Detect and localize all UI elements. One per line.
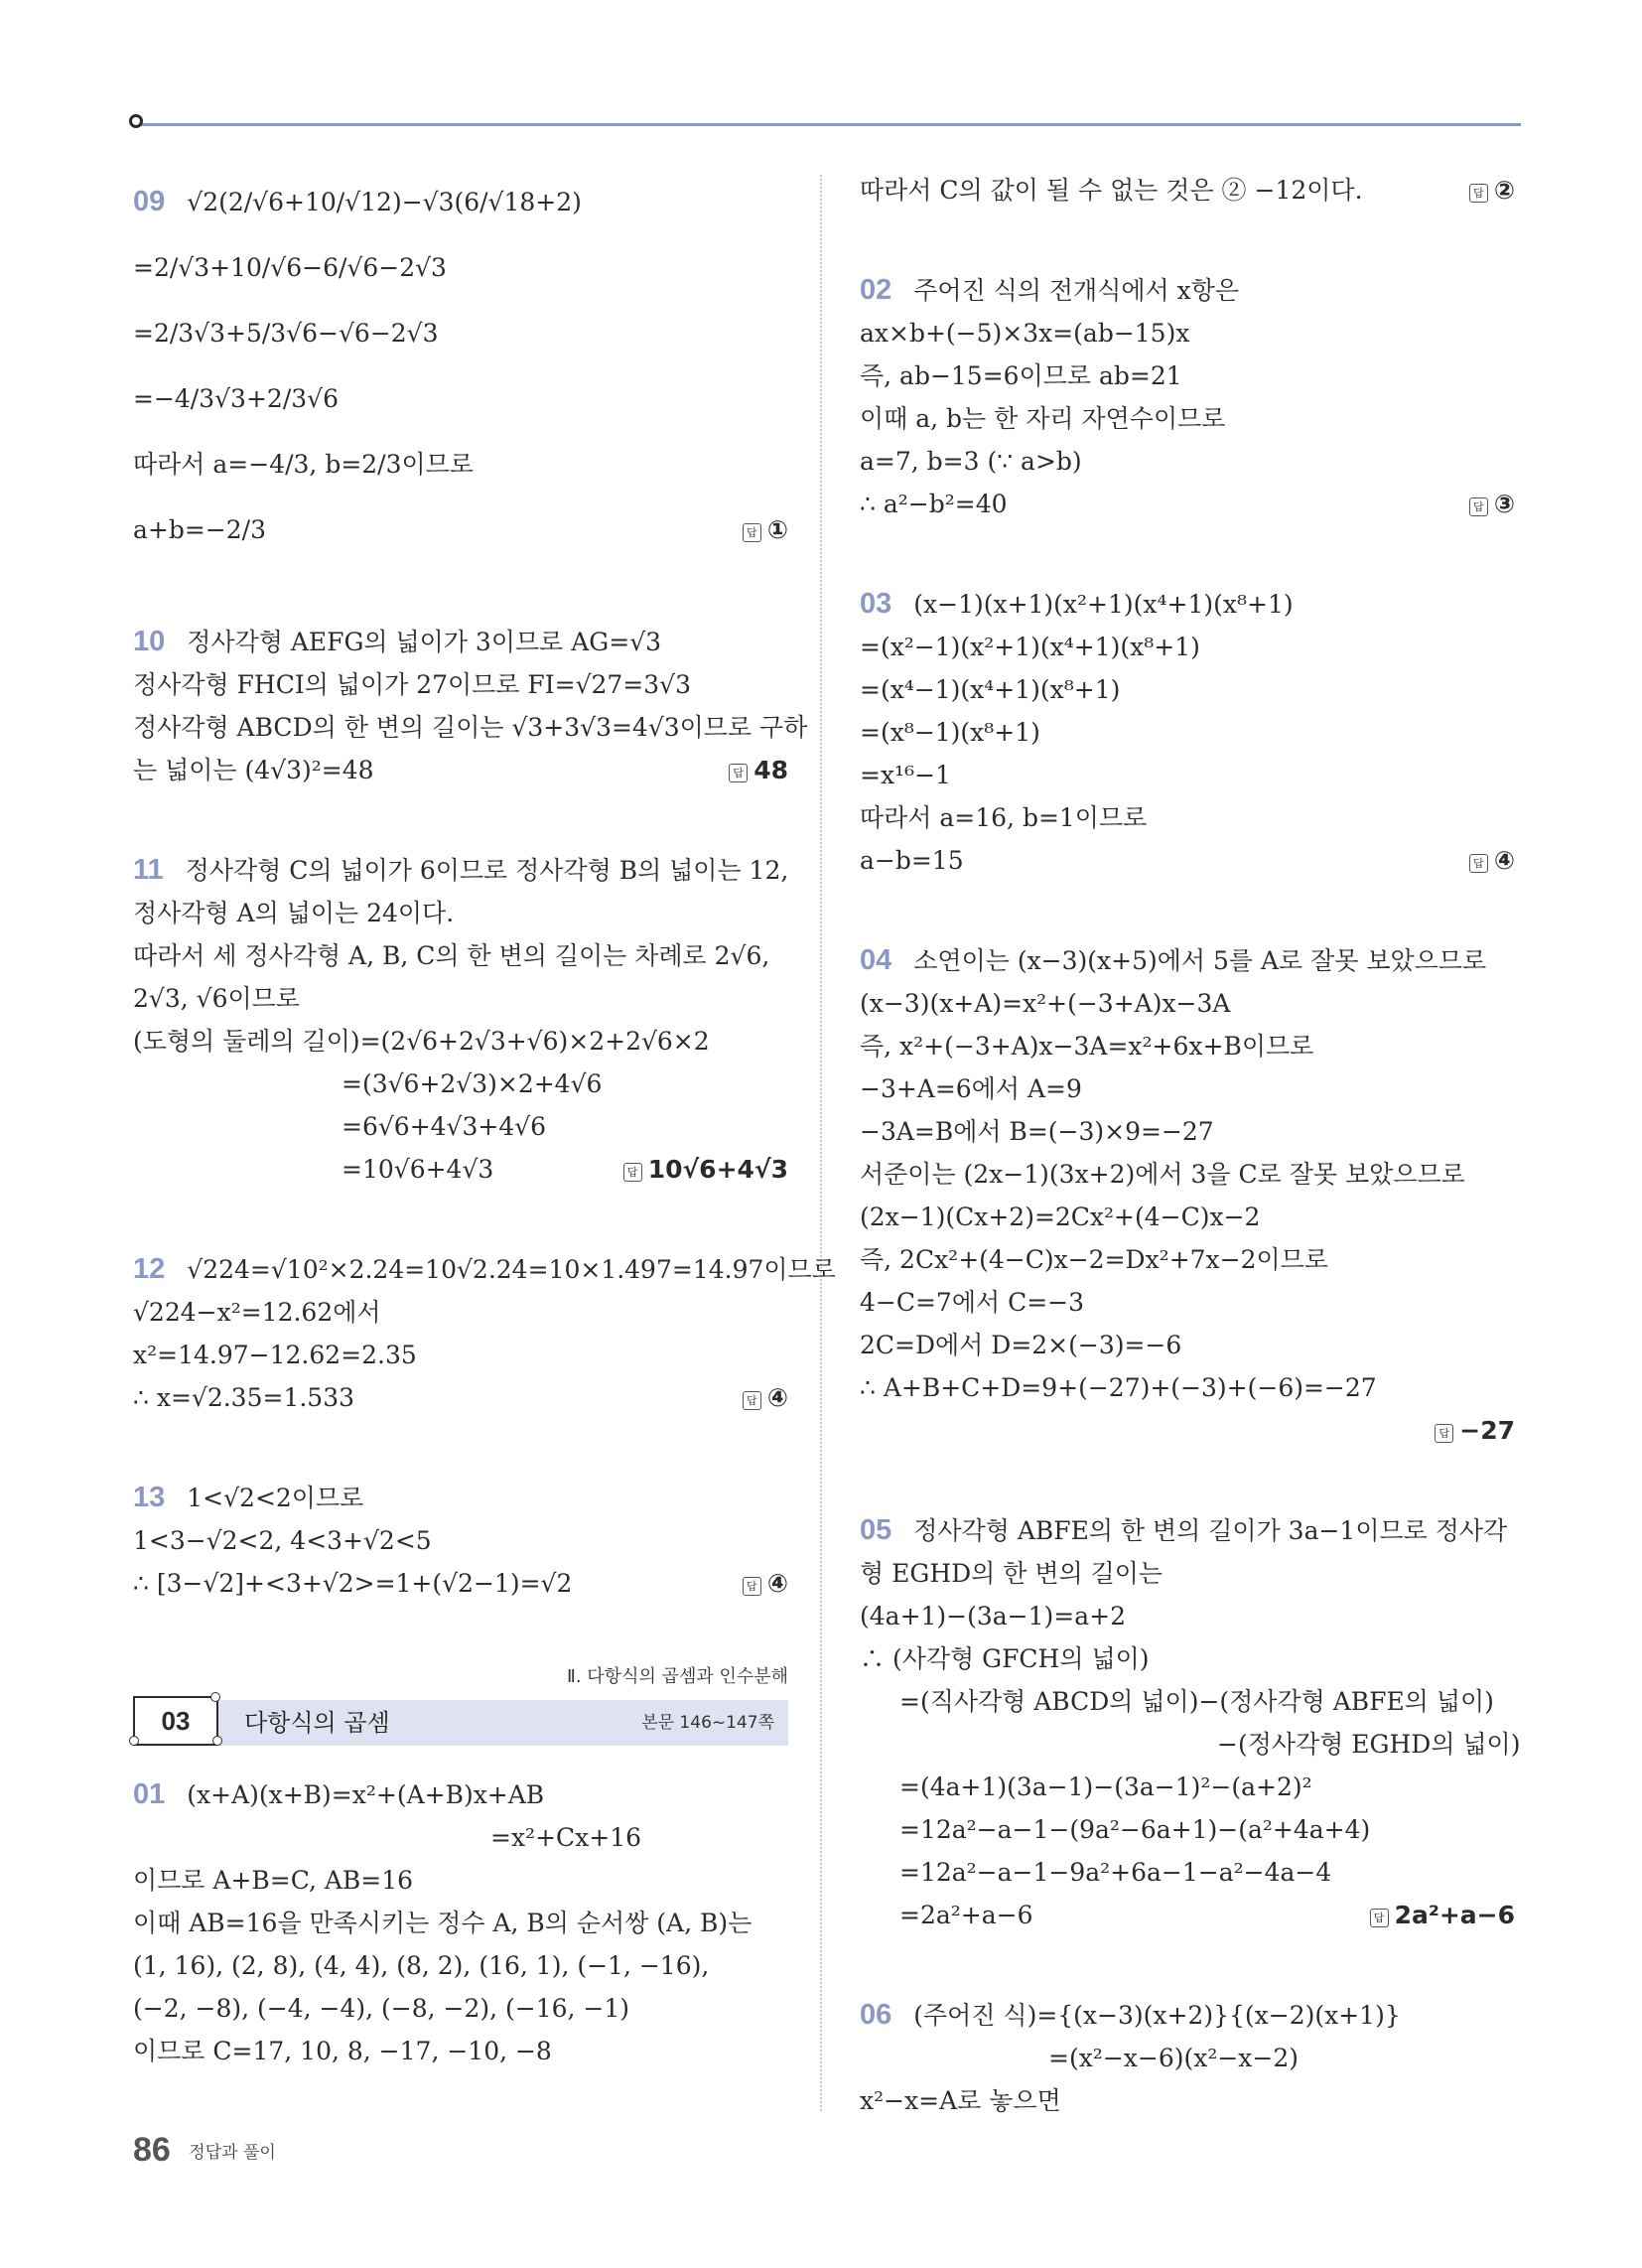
solution-text: 4−C=7에서 C=−3 — [860, 1288, 1085, 1317]
solution-line — [860, 2079, 1515, 2122]
problem-number: 03 — [860, 588, 892, 620]
solution-text: (1, 16), (2, 8), (4, 4), (8, 2), (16, 1), (−1, −16), — [133, 1951, 710, 1980]
answer-tag-icon: 답 — [1469, 497, 1488, 516]
top-rule — [139, 123, 1521, 126]
solution-line — [133, 1334, 788, 1376]
solution-line — [860, 1637, 1515, 1680]
solution-line — [860, 754, 1515, 796]
solution-line — [133, 749, 788, 791]
solution-text: =(x²−1)(x²+1)(x⁴+1)(x⁸+1) — [860, 633, 1200, 661]
solution-line — [133, 366, 788, 432]
solution-line — [133, 1020, 788, 1063]
solution-line — [133, 1902, 788, 1944]
solution-line — [860, 1067, 1515, 1110]
solution-line — [133, 1376, 788, 1419]
solution-line — [860, 1110, 1515, 1153]
solution-line — [860, 1808, 1515, 1851]
solution-text: ax×b+(−5)×3x=(ab−15)x — [860, 319, 1190, 348]
solution-text: √224=√10²×2.24=10√2.24=10×1.497=14.97이므로 — [187, 1255, 836, 1284]
solution-line — [860, 796, 1515, 839]
problem-number: 10 — [133, 626, 166, 657]
solution-text: ∴ x=√2.35=1.533 — [133, 1383, 355, 1412]
answer-tag-icon: 답 — [1435, 1424, 1453, 1443]
solution-text: 정사각형 A의 넓이는 24이다. — [133, 899, 455, 927]
solution-text: =2/√3+10/√6−6/√6−2√3 — [133, 253, 447, 282]
answer-tag-icon: 답 — [1469, 854, 1488, 873]
solution-line — [133, 1562, 788, 1605]
solution-line — [133, 621, 788, 663]
answer-value: ① — [766, 515, 788, 544]
solution-line — [133, 706, 808, 749]
solution-line — [860, 440, 1515, 483]
corner-dot — [129, 1736, 139, 1746]
solution-line — [133, 1859, 788, 1902]
answer-tag-icon: 답 — [729, 764, 748, 782]
answer — [729, 749, 788, 791]
solution-text: =12a²−a−1−9a²+6a−1−a²−4a−4 — [899, 1858, 1332, 1887]
solution-text: 1<3−√2<2, 4<3+√2<5 — [133, 1526, 432, 1555]
solution-line — [133, 892, 788, 934]
solution-line — [860, 483, 1515, 525]
page-number: 86 — [133, 2131, 171, 2169]
solution-line — [860, 1723, 1521, 1766]
section-breadcrumb: Ⅱ. 다항식의 곱셈과 인수분해 — [566, 1666, 788, 1687]
solution-block — [860, 1994, 1515, 2122]
solution-line — [133, 301, 788, 366]
solution-text: =2/3√3+5/3√6−√6−2√3 — [133, 319, 439, 348]
solution-line — [860, 1766, 1515, 1808]
solution-text: (도형의 둘레의 길이)=(2√6+2√3+√6)×2+2√6×2 — [133, 1027, 710, 1056]
answer-value: ④ — [766, 1569, 788, 1598]
solution-line — [133, 432, 788, 497]
right-column — [860, 169, 1521, 2180]
solution-line — [860, 1324, 1515, 1366]
solution-block — [860, 169, 1515, 212]
solution-text: ∴ (사각형 GFCH의 넓이) — [860, 1644, 1150, 1673]
solution-text: (4a+1)−(3a−1)=a+2 — [860, 1602, 1126, 1630]
problem-number: 12 — [133, 1253, 166, 1285]
solution-text: 정사각형 C의 넓이가 6이므로 정사각형 B의 넓이는 12, — [185, 856, 789, 885]
solution-text: =(x⁴−1)(x⁴+1)(x⁸+1) — [860, 675, 1121, 704]
solution-text: 정사각형 FHCI의 넓이가 27이므로 FI=√27=3√3 — [133, 670, 692, 699]
answer-tag-icon: 답 — [1469, 184, 1488, 203]
solution-text: 이므로 C=17, 10, 8, −17, −10, −8 — [133, 2037, 552, 2065]
solution-text: =6√6+4√3+4√6 — [342, 1112, 547, 1141]
solution-text: (주어진 식)={(x−3)(x+2)}{(x−2)(x+1)} — [913, 2001, 1401, 2030]
answer-value: ④ — [1493, 846, 1515, 875]
solution-line — [133, 1148, 788, 1191]
answer-value: 48 — [753, 756, 788, 784]
solution-line — [860, 1994, 1515, 2037]
solution-text: =x¹⁶−1 — [860, 761, 951, 789]
solution-line — [133, 1248, 836, 1291]
solution-text: =(x⁸−1)(x⁸+1) — [860, 718, 1040, 747]
solution-line — [860, 1366, 1515, 1409]
solution-line — [133, 1519, 788, 1562]
solution-text: 정사각형 ABFE의 한 변의 길이가 3a−1이므로 정사각 — [913, 1516, 1508, 1545]
solution-line — [133, 663, 788, 706]
corner-dot — [210, 1692, 220, 1702]
solution-block — [133, 621, 808, 791]
solution-text: 2C=D에서 D=2×(−3)=−6 — [860, 1331, 1182, 1359]
solution-block — [133, 1477, 788, 1605]
solution-block — [860, 269, 1515, 525]
answer — [743, 497, 788, 563]
solution-line — [860, 1680, 1515, 1723]
answer-tag-icon: 답 — [743, 1391, 761, 1410]
solution-text: 정사각형 AEFG의 넓이가 3이므로 AG=√3 — [187, 628, 662, 656]
section-title-bar — [133, 1696, 788, 1752]
problem-number: 04 — [860, 944, 892, 976]
solution-line — [133, 849, 788, 892]
solution-line — [133, 1477, 788, 1519]
solution-text: =2a²+a−6 — [899, 1901, 1033, 1929]
solution-text: (x−3)(x+A)=x²+(−3+A)x−3A — [860, 989, 1231, 1018]
solution-text: x²=14.97−12.62=2.35 — [133, 1341, 417, 1369]
solution-line — [133, 235, 788, 301]
solution-text: a+b=−2/3 — [133, 515, 266, 544]
answer — [1469, 839, 1515, 882]
solution-line — [860, 269, 1515, 312]
solution-text: 이므로 A+B=C, AB=16 — [133, 1866, 414, 1895]
answer — [623, 1148, 788, 1191]
solution-text: 따라서 a=−4/3, b=2/3이므로 — [133, 450, 474, 479]
solution-text: (x+A)(x+B)=x²+(A+B)x+AB — [187, 1780, 545, 1809]
solution-text: 1<√2<2이므로 — [187, 1484, 364, 1512]
solution-text: 2√3, √6이므로 — [133, 984, 300, 1013]
answer-value: 10√6+4√3 — [647, 1155, 788, 1184]
solution-block — [133, 1248, 836, 1419]
problem-number: 06 — [860, 1999, 892, 2031]
solution-text: ∴ [3−√2]+<3+√2>=1+(√2−1)=√2 — [133, 1569, 573, 1598]
solution-line — [133, 934, 788, 977]
solution-line — [133, 1944, 788, 1987]
answer-value: 2a²+a−6 — [1394, 1901, 1515, 1929]
answer-tag-icon: 답 — [1370, 1909, 1389, 1927]
answer-value: ③ — [1493, 490, 1515, 518]
answer-tag-icon: 답 — [743, 1577, 761, 1596]
solution-text: =(x²−x−6)(x²−x−2) — [1048, 2044, 1300, 2072]
solution-text: −3+A=6에서 A=9 — [860, 1074, 1082, 1103]
solution-text: 즉, ab−15=6이므로 ab=21 — [860, 361, 1182, 390]
problem-number: 01 — [133, 1778, 166, 1810]
left-column — [133, 169, 836, 2130]
answer — [1469, 483, 1515, 525]
solution-line — [133, 2030, 788, 2072]
solution-line — [860, 1894, 1515, 1936]
solution-text: =(3√6+2√3)×2+4√6 — [342, 1069, 603, 1098]
solution-block — [860, 1509, 1521, 1936]
solution-text: =x²+Cx+16 — [490, 1823, 642, 1852]
answer-value: −27 — [1459, 1416, 1515, 1445]
solution-line — [133, 1105, 788, 1148]
answer — [743, 1376, 788, 1419]
solution-text: √2(2/√6+10/√12)−√3(6/√18+2) — [187, 188, 582, 216]
solution-line — [860, 939, 1515, 982]
solution-text: a=7, b=3 (∵ a>b) — [860, 447, 1082, 476]
answer-tag-icon: 답 — [743, 523, 761, 542]
solution-text: ∴ A+B+C+D=9+(−27)+(−3)+(−6)=−27 — [860, 1373, 1377, 1402]
solution-text: 주어진 식의 전개식에서 x항은 — [913, 276, 1240, 305]
solution-text: =(4a+1)(3a−1)−(3a−1)²−(a+2)² — [899, 1772, 1312, 1801]
solution-line — [860, 1509, 1515, 1552]
solution-line — [860, 1851, 1515, 1894]
solution-text: 서준이는 (2x−1)(3x+2)에서 3을 C로 잘못 보았으므로 — [860, 1160, 1465, 1189]
solution-text: a−b=15 — [860, 846, 964, 875]
solution-line — [860, 1238, 1515, 1281]
answer-value: ④ — [766, 1383, 788, 1412]
solution-line — [133, 1773, 788, 1816]
solution-line — [860, 1153, 1515, 1196]
solution-line — [860, 982, 1515, 1025]
answer — [860, 1409, 1515, 1452]
solution-text: 따라서 세 정사각형 A, B, C의 한 변의 길이는 차례로 2√6, — [133, 941, 770, 970]
problem-number: 05 — [860, 1514, 892, 1546]
solution-text: 이때 a, b는 한 자리 자연수이므로 — [860, 404, 1226, 433]
answer-tag-icon: 답 — [623, 1163, 642, 1182]
corner-dot — [212, 1736, 222, 1746]
solution-line — [860, 169, 1515, 212]
section-page-ref: 본문 146~147쪽 — [641, 1713, 774, 1733]
solution-text: 즉, 2Cx²+(4−C)x−2=Dx²+7x−2이므로 — [860, 1245, 1328, 1274]
problem-number: 02 — [860, 274, 892, 306]
solution-line — [860, 711, 1515, 754]
solution-line — [860, 312, 1515, 354]
solution-text: −(정사각형 EGHD의 넓이) — [1217, 1730, 1521, 1759]
column-divider — [820, 175, 822, 2111]
problem-number: 11 — [133, 854, 164, 886]
section-title: 다항식의 곱셈 — [244, 1709, 390, 1737]
solution-line — [860, 626, 1515, 668]
left-section-solutions — [133, 1773, 788, 2072]
solution-text: (x−1)(x+1)(x²+1)(x⁴+1)(x⁸+1) — [913, 590, 1294, 619]
solution-line — [133, 1816, 788, 1859]
solution-line — [860, 1552, 1515, 1595]
solution-block — [133, 169, 788, 563]
solution-text: 형 EGHD의 한 변의 길이는 — [860, 1559, 1163, 1588]
solution-line — [860, 1595, 1515, 1637]
solution-text: ∴ a²−b²=40 — [860, 490, 1008, 518]
solution-text: =(직사각형 ABCD의 넓이)−(정사각형 ABFE의 넓이) — [899, 1687, 1494, 1716]
solution-block — [860, 939, 1515, 1452]
solution-text: 이때 AB=16을 만족시키는 정수 A, B의 순서쌍 (A, B)는 — [133, 1909, 753, 1937]
solution-text: (−2, −8), (−4, −4), (−8, −2), (−16, −1) — [133, 1994, 630, 2023]
solution-block — [133, 849, 788, 1191]
solution-line — [860, 397, 1515, 440]
problem-number: 13 — [133, 1482, 166, 1513]
solution-text: 즉, x²+(−3+A)x−3A=x²+6x+B이므로 — [860, 1032, 1314, 1061]
answer-value: ② — [1493, 176, 1515, 205]
right-solutions — [860, 169, 1521, 2122]
solution-line — [860, 1281, 1515, 1324]
solution-text: 따라서 a=16, b=1이므로 — [860, 803, 1148, 832]
solution-text: (2x−1)(Cx+2)=2Cx²+(4−C)x−2 — [860, 1203, 1261, 1231]
solution-line — [860, 583, 1515, 626]
solution-line — [133, 497, 788, 563]
solution-line — [133, 977, 788, 1020]
solution-text: √224−x²=12.62에서 — [133, 1298, 381, 1327]
solution-line — [860, 354, 1515, 397]
solution-block — [860, 583, 1515, 882]
solution-text: 소연이는 (x−3)(x+5)에서 5를 A로 잘못 보았으므로 — [913, 946, 1487, 975]
section-number: 03 — [133, 1696, 218, 1746]
solution-text: =12a²−a−1−(9a²−6a+1)−(a²+4a+4) — [899, 1815, 1371, 1844]
solution-line — [860, 839, 1515, 882]
problem-number: 09 — [133, 186, 166, 217]
solution-line — [860, 1196, 1515, 1238]
solution-block — [133, 1773, 788, 2072]
answer — [743, 1562, 788, 1605]
section-header — [133, 1662, 788, 1752]
solution-line — [860, 2037, 1515, 2079]
solution-text: −3A=B에서 B=(−3)×9=−27 — [860, 1117, 1214, 1146]
solution-line — [133, 1063, 788, 1105]
solution-text: 따라서 C의 값이 될 수 없는 것은 ② −12이다. — [860, 176, 1363, 205]
solution-line — [133, 1987, 788, 2030]
footer-label: 정답과 풀이 — [189, 2143, 276, 2163]
solution-text: =−4/3√3+2/3√6 — [133, 384, 339, 413]
top-rule-dot — [129, 114, 143, 128]
solution-line — [860, 668, 1515, 711]
solution-line — [860, 1025, 1515, 1067]
answer — [1469, 169, 1515, 212]
solution-text: 는 넓이는 (4√3)²=48 — [133, 756, 374, 784]
solution-line — [133, 169, 788, 235]
solution-text: x²−x=A로 놓으면 — [860, 2086, 1061, 2115]
answer — [1370, 1894, 1515, 1936]
solution-text: =10√6+4√3 — [342, 1155, 494, 1184]
left-solutions — [133, 169, 836, 1605]
solution-line — [133, 1291, 788, 1334]
page-footer — [133, 2131, 276, 2170]
solution-text: 정사각형 ABCD의 한 변의 길이는 √3+3√3=4√3이므로 구하 — [133, 713, 808, 742]
